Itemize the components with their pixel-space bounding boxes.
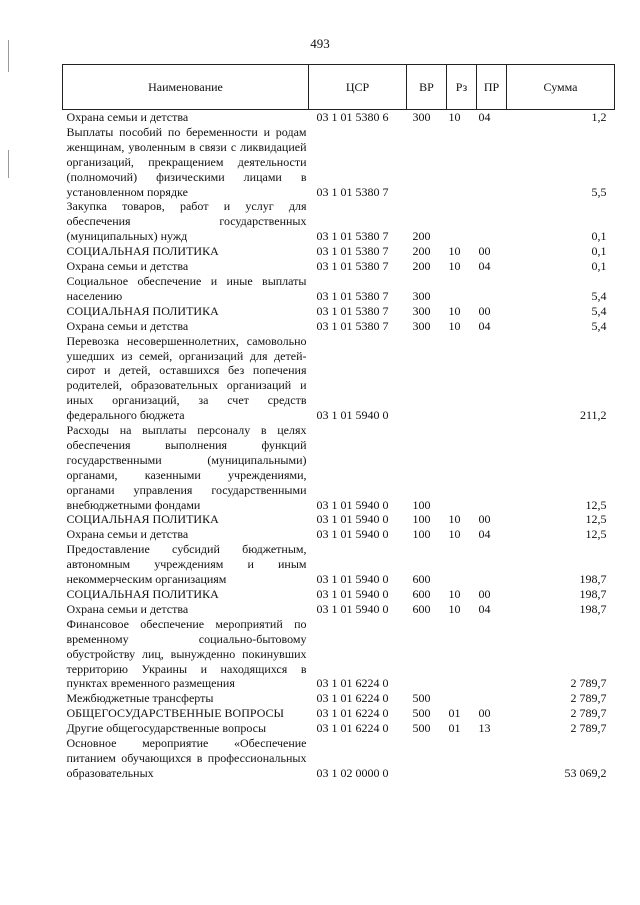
cell-rz: 10 <box>448 244 461 259</box>
cell-vr: 100 <box>412 512 431 527</box>
cell-sum: 53 069,2 <box>564 765 607 780</box>
cell-pr: 00 <box>478 706 491 721</box>
cell-name: Финансовое обеспечение мероприятий по временному социально-бытовому обустройству лиц, вынужденно покинувших территорию Украины и находящихся в пунктах временного размещения <box>66 616 307 691</box>
cell-rz <box>447 199 477 244</box>
cell-pr: 04 <box>478 527 491 542</box>
table-row <box>63 423 615 512</box>
cell-pr <box>477 736 507 781</box>
cell-sum: 5,4 <box>591 288 607 303</box>
cell-rz <box>447 691 477 706</box>
cell-rz <box>447 423 477 512</box>
cell-rz: 10 <box>448 601 461 616</box>
cell-pr <box>477 125 507 200</box>
cell-vr <box>407 736 447 781</box>
table-row <box>63 706 615 721</box>
cell-sum: 0,1 <box>591 244 607 259</box>
cell-name: Другие общегосударственные вопросы <box>66 721 267 736</box>
cell-rz <box>447 542 477 587</box>
cell-vr <box>407 334 447 423</box>
cell-rz <box>447 125 477 200</box>
table-row <box>63 304 615 319</box>
cell-sum: 5,5 <box>591 184 607 199</box>
cell-pr <box>477 199 507 244</box>
cell-csr: 03 1 01 5940 0 <box>316 497 389 512</box>
header-sum: Сумма <box>507 65 615 110</box>
cell-csr: 03 1 01 5380 7 <box>316 303 389 318</box>
cell-name: Охрана семьи и детства <box>63 110 309 125</box>
cell-name: Охрана семьи и детства <box>66 259 189 274</box>
cell-vr: 300 <box>412 318 431 333</box>
cell-rz: 10 <box>448 303 461 318</box>
cell-name: Межбюджетные трансферты <box>66 691 214 706</box>
margin-mark-mid <box>8 150 9 178</box>
cell-name: СОЦИАЛЬНАЯ ПОЛИТИКА <box>66 303 219 318</box>
cell-name: Социальное обеспечение и иные выплаты населению <box>66 273 307 303</box>
cell-rz: 10 <box>448 318 461 333</box>
cell-pr <box>477 542 507 587</box>
header-rz: Рз <box>447 65 477 110</box>
cell-vr: 500 <box>412 706 431 721</box>
cell-sum: 2 789,7 <box>570 691 607 706</box>
cell-sum: 198,7 <box>579 601 607 616</box>
cell-name: Охрана семьи и детства <box>66 601 189 616</box>
cell-vr: 300 <box>412 303 431 318</box>
cell-rz: 10 <box>448 512 461 527</box>
table-row <box>63 602 615 617</box>
cell-vr: 500 <box>412 691 431 706</box>
cell-rz: 10 <box>448 259 461 274</box>
cell-vr: 600 <box>412 601 431 616</box>
cell-vr: 100 <box>412 527 431 542</box>
cell-pr: 00 <box>478 244 491 259</box>
table-row <box>63 527 615 542</box>
cell-vr: 200 <box>412 229 431 244</box>
cell-rz <box>447 274 477 304</box>
margin-mark-top <box>8 40 9 72</box>
table-row <box>63 319 615 334</box>
table-row <box>63 691 615 706</box>
cell-sum: 5,4 <box>591 303 607 318</box>
cell-name: ОБЩЕГОСУДАРСТВЕННЫЕ ВОПРОСЫ <box>66 706 284 721</box>
table-body <box>63 110 615 781</box>
cell-vr: 300 <box>407 110 447 125</box>
cell-csr: 03 1 01 5380 7 <box>316 229 389 244</box>
header-name: Наименование <box>63 65 309 110</box>
table-row <box>63 721 615 736</box>
cell-sum: 2 789,7 <box>570 676 607 691</box>
cell-vr <box>407 125 447 200</box>
cell-name: Перевозка несовершеннолетних, самовольно ушедших из семей, организаций для детей-сирот и детей, оставшихся без попечения родителей, образовательных организаций и иных организаций, за счет средств федерального бюджета <box>66 333 307 423</box>
page-number: 493 <box>310 36 330 51</box>
cell-sum: 1,2 <box>507 110 615 125</box>
cell-vr: 600 <box>412 587 431 601</box>
cell-csr: 03 1 01 5940 0 <box>316 601 389 616</box>
budget-table <box>62 64 615 781</box>
cell-rz: 10 <box>448 587 461 601</box>
cell-csr: 03 1 01 5940 0 <box>316 512 389 527</box>
table-row <box>63 587 615 602</box>
table-header-row <box>63 65 615 110</box>
cell-pr: 04 <box>477 110 507 125</box>
cell-rz: 10 <box>447 110 477 125</box>
cell-sum: 5,4 <box>591 318 607 333</box>
cell-name: СОЦИАЛЬНАЯ ПОЛИТИКА <box>66 512 219 527</box>
cell-csr: 03 1 01 5380 7 <box>316 259 389 274</box>
cell-csr: 03 1 01 5380 7 <box>316 318 389 333</box>
cell-rz <box>447 736 477 781</box>
cell-csr: 03 1 01 5940 0 <box>316 408 389 423</box>
cell-vr <box>407 617 447 692</box>
cell-csr: 03 1 01 6224 0 <box>316 676 389 691</box>
table-row <box>63 617 615 692</box>
cell-name: Предоставление субсидий бюджетным, автономным учреждениям и иным некоммерческим организациям <box>66 542 307 587</box>
cell-name: СОЦИАЛЬНАЯ ПОЛИТИКА <box>66 244 219 259</box>
cell-csr: 03 1 01 6224 0 <box>316 691 389 706</box>
cell-rz <box>447 334 477 423</box>
cell-pr <box>477 423 507 512</box>
table-row <box>63 274 615 304</box>
cell-sum: 12,5 <box>585 527 607 542</box>
cell-rz: 01 <box>448 721 461 736</box>
cell-csr: 03 1 01 5940 0 <box>316 527 389 542</box>
cell-pr <box>477 617 507 692</box>
cell-name: Закупка товаров, работ и услуг для обеспечения государственных (муниципальных) нужд <box>66 199 307 244</box>
header-vr: ВР <box>407 65 447 110</box>
cell-pr: 00 <box>478 303 491 318</box>
table-row <box>63 542 615 587</box>
table-row <box>63 125 615 200</box>
cell-sum: 198,7 <box>579 572 607 587</box>
cell-vr: 100 <box>412 497 431 512</box>
cell-rz: 01 <box>448 706 461 721</box>
cell-csr: 03 1 02 0000 0 <box>316 765 389 780</box>
table-row <box>63 244 615 259</box>
table-row <box>63 334 615 423</box>
cell-pr: 00 <box>478 587 491 601</box>
cell-rz <box>447 617 477 692</box>
cell-csr: 03 1 01 5380 7 <box>316 184 389 199</box>
cell-sum: 0,1 <box>591 229 607 244</box>
table-row <box>63 736 615 781</box>
table-row <box>63 199 615 244</box>
cell-name: Охрана семьи и детства <box>66 527 189 542</box>
cell-csr: 03 1 01 5380 7 <box>316 244 389 259</box>
cell-vr: 500 <box>412 721 431 736</box>
header-pr: ПР <box>477 65 507 110</box>
cell-rz: 10 <box>448 527 461 542</box>
cell-name: Выплаты пособий по беременности и родам женщинам, уволенным в связи с ликвидацией организаций, прекращением деятельности (полномочий) физическими лицами в установленном порядке <box>66 124 307 199</box>
table-row <box>63 512 615 527</box>
cell-sum: 2 789,7 <box>570 706 607 721</box>
cell-vr: 200 <box>412 244 431 259</box>
header-csr: ЦСР <box>309 65 407 110</box>
cell-name: Охрана семьи и детства <box>66 318 189 333</box>
cell-name: СОЦИАЛЬНАЯ ПОЛИТИКА <box>66 587 219 601</box>
table-row <box>63 259 615 274</box>
cell-name: Расходы на выплаты персоналу в целях обеспечения выполнения функций государственными (муниципальными) органами, казенными учреждениями, органами управления государственными внебюджетными фондами <box>66 423 307 512</box>
cell-pr: 04 <box>478 601 491 616</box>
cell-csr: 03 1 01 5940 0 <box>316 572 389 587</box>
cell-csr: 03 1 01 5940 0 <box>316 587 389 601</box>
cell-sum: 211,2 <box>579 408 607 423</box>
cell-sum: 0,1 <box>591 259 607 274</box>
cell-sum: 2 789,7 <box>570 721 607 736</box>
cell-pr: 13 <box>478 721 491 736</box>
cell-csr: 03 1 01 6224 0 <box>316 721 389 736</box>
cell-sum: 12,5 <box>585 512 607 527</box>
cell-csr: 03 1 01 6224 0 <box>316 706 389 721</box>
cell-sum: 198,7 <box>579 587 607 601</box>
cell-csr: 03 1 01 5380 6 <box>309 110 407 125</box>
cell-vr: 300 <box>412 288 431 303</box>
cell-pr <box>477 691 507 706</box>
cell-pr: 00 <box>478 512 491 527</box>
cell-vr: 600 <box>412 572 431 587</box>
cell-pr <box>477 274 507 304</box>
cell-sum: 12,5 <box>585 497 607 512</box>
table-row <box>63 110 615 125</box>
cell-pr: 04 <box>478 318 491 333</box>
cell-pr <box>477 334 507 423</box>
cell-csr: 03 1 01 5380 7 <box>316 288 389 303</box>
cell-vr: 200 <box>412 259 431 274</box>
cell-pr: 04 <box>478 259 491 274</box>
cell-name: Основное мероприятие «Обеспечение питанием обучающихся в профессиональных образовательных <box>66 736 307 780</box>
